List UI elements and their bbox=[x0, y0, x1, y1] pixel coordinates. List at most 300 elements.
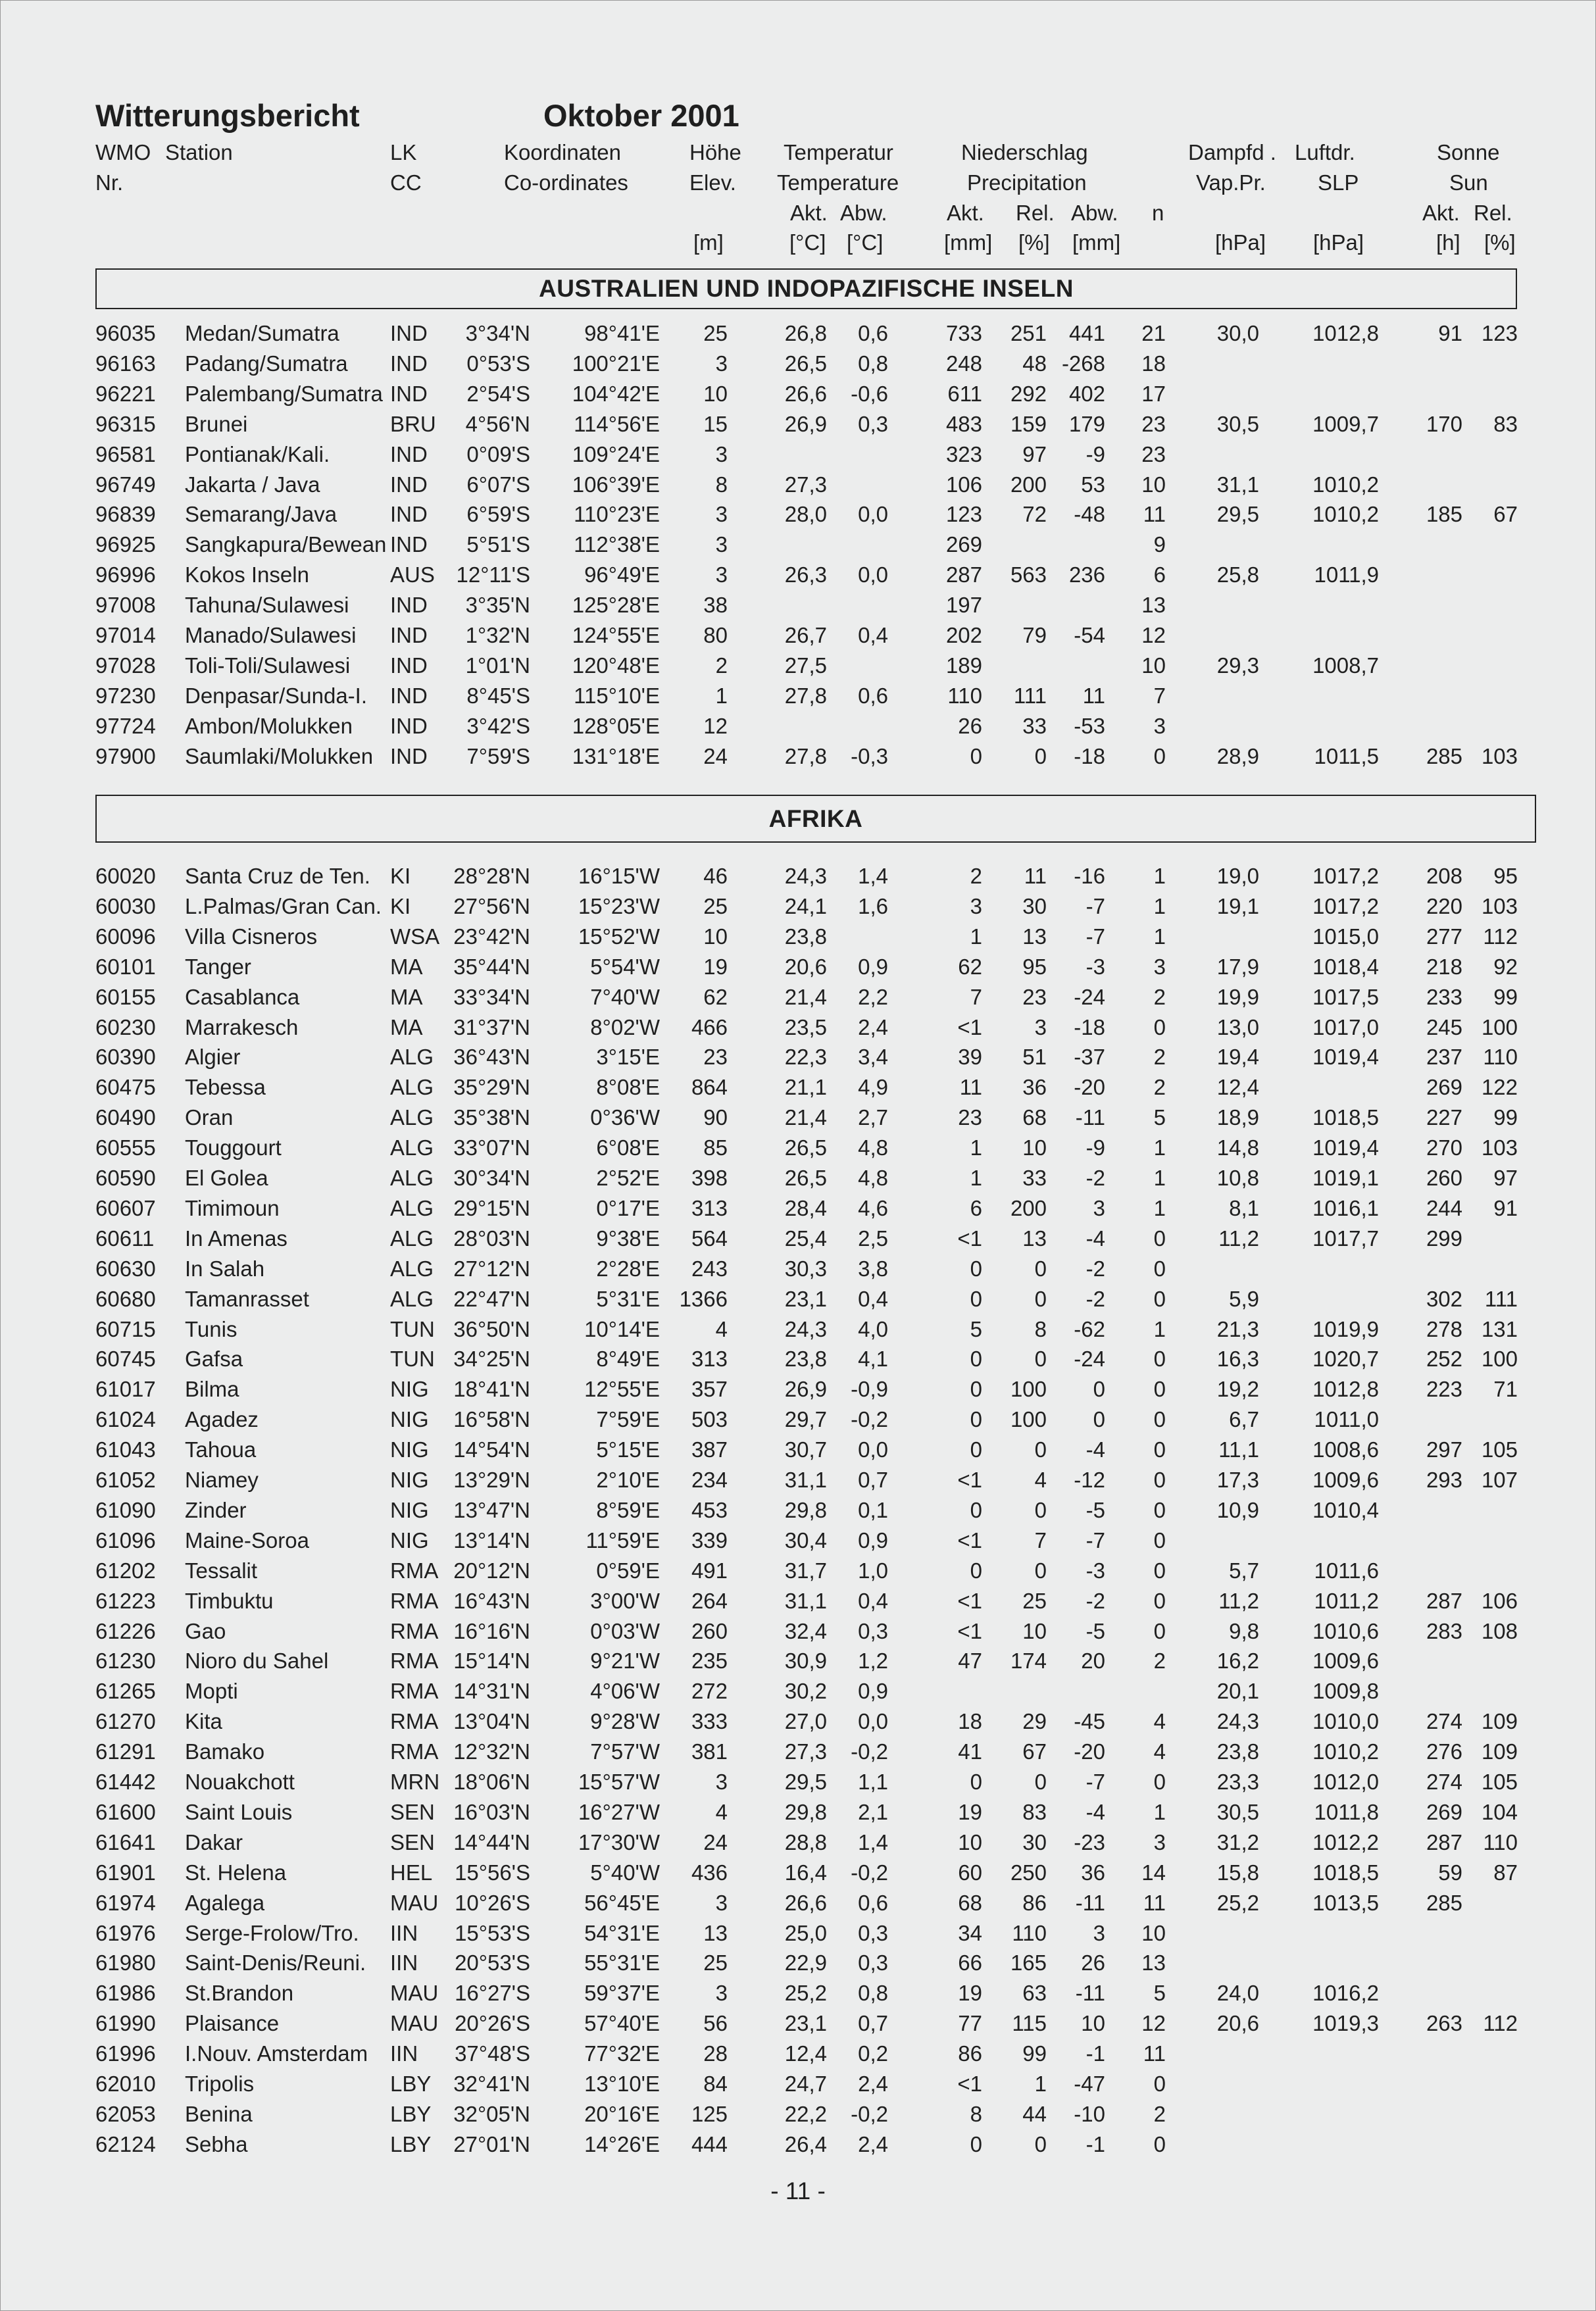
cell-slp: 1017,0 bbox=[1312, 1014, 1379, 1039]
cell-sun-rel: 110 bbox=[1483, 1829, 1518, 1854]
cell-precip-dev: -24 bbox=[1074, 984, 1105, 1009]
section-title-australien: AUSTRALIEN UND INDOPAZIFISCHE INSELN bbox=[95, 268, 1517, 309]
cell-rain-days: 0 bbox=[1153, 1014, 1166, 1039]
cell-lon: 8°08'E bbox=[596, 1075, 660, 1100]
cell-elev: 1 bbox=[715, 683, 728, 708]
cell-precip-dev: 11 bbox=[1082, 683, 1105, 708]
cell-temp: 26,7 bbox=[784, 623, 827, 647]
cell-slp: 1010,0 bbox=[1312, 1709, 1379, 1734]
cell-rain-days: 10 bbox=[1141, 1920, 1166, 1945]
table-row bbox=[0, 564, 1596, 594]
cell-sun-rel: 112 bbox=[1483, 2011, 1518, 2036]
cell-vap-pr: 5,9 bbox=[1229, 1286, 1259, 1311]
cell-precip: 60 bbox=[958, 1860, 982, 1885]
header-label: Co-ordinates bbox=[504, 170, 628, 195]
cell-temp-dev: 1,2 bbox=[858, 1649, 888, 1674]
table-row bbox=[0, 534, 1596, 564]
table-row bbox=[0, 1922, 1596, 1952]
table-row bbox=[0, 1137, 1596, 1167]
cell-lat: 0°53'S bbox=[466, 351, 530, 376]
cell-temp: 21,4 bbox=[784, 1105, 827, 1130]
cell-temp: 26,6 bbox=[784, 1890, 827, 1915]
cell-temp: 25,4 bbox=[784, 1226, 827, 1251]
cell-lat: 13°04'N bbox=[453, 1709, 530, 1734]
cell-slp: 1013,5 bbox=[1312, 1890, 1379, 1915]
cell-elev: 234 bbox=[691, 1468, 728, 1492]
cell-vap-pr: 15,8 bbox=[1216, 1860, 1259, 1885]
cell-slp: 1017,2 bbox=[1312, 864, 1379, 888]
cell-country: RMA bbox=[390, 1709, 439, 1734]
cell-slp: 1019,9 bbox=[1312, 1316, 1379, 1341]
cell-temp-dev: 3,8 bbox=[858, 1256, 888, 1281]
cell-precip-rel: 100 bbox=[1010, 1377, 1047, 1402]
cell-vap-pr: 5,7 bbox=[1229, 1558, 1259, 1583]
cell-lon: 2°10'E bbox=[596, 1468, 660, 1492]
cell-wmo: 60101 bbox=[95, 954, 156, 979]
cell-lat: 33°07'N bbox=[453, 1135, 530, 1160]
cell-sun: 208 bbox=[1426, 864, 1462, 888]
header-label: SLP bbox=[1318, 170, 1359, 195]
cell-temp-dev: 0,7 bbox=[858, 1468, 888, 1492]
cell-wmo: 60155 bbox=[95, 984, 156, 1009]
cell-lon: 3°15'E bbox=[596, 1045, 660, 1070]
cell-vap-pr: 19,0 bbox=[1216, 864, 1259, 888]
cell-station: Tamanrasset bbox=[185, 1286, 309, 1311]
cell-sun-rel: 100 bbox=[1481, 1014, 1518, 1039]
cell-temp-dev: 1,4 bbox=[858, 1829, 888, 1854]
cell-rain-days: 2 bbox=[1153, 2101, 1166, 2126]
cell-station: Niamey bbox=[185, 1468, 259, 1492]
cell-precip-dev: -20 bbox=[1074, 1075, 1105, 1100]
cell-wmo: 60030 bbox=[95, 893, 156, 918]
cell-vap-pr: 30,0 bbox=[1216, 321, 1259, 345]
header-label: Precipitation bbox=[967, 170, 1087, 195]
cell-elev: 313 bbox=[691, 1195, 728, 1220]
cell-lon: 114°56'E bbox=[574, 411, 660, 436]
cell-lat: 29°15'N bbox=[453, 1195, 530, 1220]
cell-precip-rel: 200 bbox=[1010, 472, 1047, 497]
cell-country: AUS bbox=[390, 562, 435, 587]
cell-station: Sangkapura/Bewean bbox=[185, 532, 387, 557]
cell-wmo: 60096 bbox=[95, 924, 156, 949]
table-row bbox=[0, 383, 1596, 413]
cell-elev: 3 bbox=[715, 502, 728, 527]
cell-vap-pr: 21,3 bbox=[1216, 1316, 1259, 1341]
cell-rain-days: 0 bbox=[1153, 1226, 1166, 1251]
cell-lon: 0°17'E bbox=[596, 1195, 660, 1220]
cell-temp: 25,2 bbox=[784, 1981, 827, 2006]
cell-lon: 110°23'E bbox=[574, 502, 660, 527]
cell-station: Palembang/Sumatra bbox=[185, 381, 383, 406]
cell-wmo: 60555 bbox=[95, 1135, 156, 1160]
cell-country: MA bbox=[390, 1014, 423, 1039]
cell-precip-rel: 36 bbox=[1022, 1075, 1047, 1100]
cell-sun: 170 bbox=[1426, 411, 1462, 436]
cell-country: LBY bbox=[390, 2072, 432, 2096]
cell-precip: 0 bbox=[970, 1407, 982, 1432]
cell-wmo: 60630 bbox=[95, 1256, 156, 1281]
cell-precip-dev: 179 bbox=[1068, 411, 1105, 436]
table-row bbox=[0, 1197, 1596, 1228]
cell-sun-rel: 109 bbox=[1481, 1709, 1518, 1734]
cell-rain-days: 18 bbox=[1141, 351, 1166, 376]
cell-temp-dev: 0,0 bbox=[858, 502, 888, 527]
cell-lat: 32°05'N bbox=[453, 2101, 530, 2126]
cell-precip-dev: -4 bbox=[1085, 1226, 1105, 1251]
cell-country: ALG bbox=[390, 1166, 434, 1190]
cell-country: LBY bbox=[390, 2131, 432, 2156]
cell-wmo: 60745 bbox=[95, 1347, 156, 1372]
header-label: Akt. bbox=[790, 201, 828, 225]
cell-precip: <1 bbox=[957, 1618, 982, 1643]
cell-rain-days: 1 bbox=[1153, 1316, 1166, 1341]
cell-country: ALG bbox=[390, 1286, 434, 1311]
cell-precip-dev: -24 bbox=[1074, 1347, 1105, 1372]
cell-precip-rel: 3 bbox=[1034, 1014, 1047, 1039]
cell-precip: 8 bbox=[970, 2101, 982, 2126]
cell-rain-days: 4 bbox=[1153, 1709, 1166, 1734]
cell-slp: 1012,2 bbox=[1312, 1829, 1379, 1854]
cell-lat: 4°56'N bbox=[465, 411, 530, 436]
cell-wmo: 97230 bbox=[95, 683, 156, 708]
cell-elev: 453 bbox=[691, 1497, 728, 1522]
cell-rain-days: 1 bbox=[1153, 864, 1166, 888]
cell-country: RMA bbox=[390, 1679, 439, 1704]
cell-precip-dev: -3 bbox=[1085, 1558, 1105, 1583]
cell-country: NIG bbox=[390, 1377, 429, 1402]
cell-country: NIG bbox=[390, 1407, 429, 1432]
cell-precip-dev: -1 bbox=[1085, 2131, 1105, 2156]
cell-temp-dev: 2,2 bbox=[858, 984, 888, 1009]
cell-temp-dev: 0,9 bbox=[858, 1679, 888, 1704]
cell-lat: 36°43'N bbox=[453, 1045, 530, 1070]
cell-temp: 27,8 bbox=[784, 743, 827, 768]
table-row bbox=[0, 322, 1596, 353]
cell-sun-rel: 95 bbox=[1493, 864, 1518, 888]
cell-lat: 37°48'S bbox=[455, 2041, 530, 2066]
cell-precip: 5 bbox=[970, 1316, 982, 1341]
cell-rain-days: 23 bbox=[1141, 441, 1166, 466]
cell-country: KI bbox=[390, 864, 411, 888]
cell-lat: 20°12'N bbox=[453, 1558, 530, 1583]
cell-slp: 1011,2 bbox=[1314, 1588, 1379, 1613]
cell-lon: 55°31'E bbox=[584, 1951, 660, 1976]
cell-elev: 13 bbox=[703, 1920, 728, 1945]
cell-sun: 299 bbox=[1426, 1226, 1462, 1251]
cell-temp: 31,1 bbox=[784, 1468, 827, 1492]
cell-precip-rel: 251 bbox=[1010, 321, 1047, 345]
cell-lat: 14°31'N bbox=[453, 1679, 530, 1704]
header-label: Abw. bbox=[1071, 201, 1118, 225]
cell-temp-dev: 4,8 bbox=[858, 1166, 888, 1190]
cell-precip-rel: 33 bbox=[1022, 713, 1047, 738]
cell-station: Ambon/Molukken bbox=[185, 713, 353, 738]
cell-country: ALG bbox=[390, 1195, 434, 1220]
cell-elev: 84 bbox=[703, 2072, 728, 2096]
cell-elev: 333 bbox=[691, 1709, 728, 1734]
cell-country: NIG bbox=[390, 1468, 429, 1492]
cell-lat: 36°50'N bbox=[453, 1316, 530, 1341]
cell-lon: 7°59'E bbox=[596, 1407, 660, 1432]
cell-precip-dev: -1 bbox=[1085, 2041, 1105, 2066]
cell-sun-rel: 99 bbox=[1493, 1105, 1518, 1130]
cell-station: Mopti bbox=[185, 1679, 238, 1704]
cell-elev: 24 bbox=[703, 743, 728, 768]
cell-country: RMA bbox=[390, 1649, 439, 1674]
cell-station: Timimoun bbox=[185, 1195, 280, 1220]
cell-station: Gao bbox=[185, 1618, 226, 1643]
cell-sun-rel: 111 bbox=[1484, 1286, 1518, 1311]
cell-temp-dev: 1,6 bbox=[858, 893, 888, 918]
cell-precip: 19 bbox=[958, 1981, 982, 2006]
cell-slp: 1016,2 bbox=[1312, 1981, 1379, 2006]
header-label: CC bbox=[390, 170, 422, 195]
cell-temp-dev: 4,1 bbox=[858, 1347, 888, 1372]
cell-country: IND bbox=[390, 593, 428, 618]
cell-temp: 27,3 bbox=[784, 1739, 827, 1764]
cell-sun: 274 bbox=[1426, 1709, 1462, 1734]
cell-precip: 19 bbox=[958, 1799, 982, 1824]
header-label: WMO bbox=[95, 140, 151, 164]
cell-precip: 26 bbox=[958, 713, 982, 738]
cell-station: Brunei bbox=[185, 411, 248, 436]
table-row bbox=[0, 2043, 1596, 2073]
cell-elev: 10 bbox=[703, 924, 728, 949]
cell-elev: 1366 bbox=[679, 1286, 728, 1311]
cell-station: Kita bbox=[185, 1709, 222, 1734]
cell-temp: 26,3 bbox=[784, 562, 827, 587]
cell-elev: 3 bbox=[715, 1981, 728, 2006]
cell-elev: 25 bbox=[703, 1951, 728, 1976]
cell-temp-dev: -0,2 bbox=[851, 1407, 888, 1432]
cell-country: NIG bbox=[390, 1497, 429, 1522]
cell-slp: 1016,1 bbox=[1312, 1195, 1379, 1220]
cell-temp-dev: 0,9 bbox=[858, 954, 888, 979]
cell-country: IND bbox=[390, 321, 428, 345]
cell-precip-dev: -9 bbox=[1085, 441, 1105, 466]
cell-temp: 30,3 bbox=[784, 1256, 827, 1281]
cell-precip-dev: -11 bbox=[1075, 1981, 1105, 2006]
cell-lon: 16°27'W bbox=[578, 1799, 660, 1824]
cell-rain-days: 1 bbox=[1153, 924, 1166, 949]
cell-sun-rel: 109 bbox=[1481, 1739, 1518, 1764]
cell-elev: 90 bbox=[703, 1105, 728, 1130]
cell-wmo: 61052 bbox=[95, 1468, 156, 1492]
cell-elev: 24 bbox=[703, 1829, 728, 1854]
cell-precip-rel: 7 bbox=[1034, 1528, 1047, 1553]
cell-lat: 13°14'N bbox=[453, 1528, 530, 1553]
cell-slp: 1009,6 bbox=[1312, 1649, 1379, 1674]
cell-temp-dev: 0,0 bbox=[858, 1437, 888, 1462]
table-row bbox=[0, 1801, 1596, 1831]
cell-station: Sebha bbox=[185, 2131, 248, 2156]
cell-elev: 46 bbox=[703, 864, 728, 888]
cell-lat: 0°09'S bbox=[466, 441, 530, 466]
cell-sun-rel: 103 bbox=[1481, 1135, 1518, 1160]
cell-station: Santa Cruz de Ten. bbox=[185, 864, 370, 888]
table-row bbox=[0, 1288, 1596, 1318]
cell-lon: 5°31'E bbox=[596, 1286, 660, 1311]
cell-station: Dakar bbox=[185, 1829, 243, 1854]
cell-elev: 125 bbox=[691, 2101, 728, 2126]
cell-station: Tahuna/Sulawesi bbox=[185, 593, 349, 618]
cell-lat: 16°16'N bbox=[453, 1618, 530, 1643]
cell-precip-rel: 250 bbox=[1010, 1860, 1047, 1885]
cell-lat: 35°29'N bbox=[453, 1075, 530, 1100]
cell-lon: 54°31'E bbox=[584, 1920, 660, 1945]
cell-slp: 1018,4 bbox=[1312, 954, 1379, 979]
cell-rain-days: 1 bbox=[1153, 1166, 1166, 1190]
cell-station: Tahoua bbox=[185, 1437, 257, 1462]
cell-lat: 7°59'S bbox=[466, 743, 530, 768]
cell-elev: 10 bbox=[703, 381, 728, 406]
cell-precip: 11 bbox=[959, 1075, 982, 1100]
cell-lat: 2°54'S bbox=[466, 381, 530, 406]
cell-slp: 1011,8 bbox=[1314, 1799, 1379, 1824]
cell-temp-dev: 0,4 bbox=[858, 1588, 888, 1613]
cell-temp: 29,5 bbox=[784, 1770, 827, 1794]
cell-rain-days: 2 bbox=[1153, 984, 1166, 1009]
cell-precip: 611 bbox=[947, 381, 982, 406]
cell-wmo: 60390 bbox=[95, 1045, 156, 1070]
cell-temp-dev: -0,2 bbox=[851, 1739, 888, 1764]
table-row bbox=[0, 715, 1596, 745]
cell-sun: 252 bbox=[1426, 1347, 1462, 1372]
cell-sun-rel: 107 bbox=[1481, 1468, 1518, 1492]
cell-sun-rel: 92 bbox=[1493, 954, 1518, 979]
cell-country: IND bbox=[390, 743, 428, 768]
cell-precip-rel: 4 bbox=[1034, 1468, 1047, 1492]
cell-slp: 1010,2 bbox=[1312, 1739, 1379, 1764]
table-row bbox=[0, 1106, 1596, 1137]
cell-vap-pr: 24,3 bbox=[1216, 1709, 1259, 1734]
cell-elev: 466 bbox=[691, 1014, 728, 1039]
cell-lat: 15°53'S bbox=[455, 1920, 530, 1945]
table-row bbox=[0, 1318, 1596, 1349]
cell-sun: 297 bbox=[1426, 1437, 1462, 1462]
cell-rain-days: 5 bbox=[1153, 1105, 1166, 1130]
cell-elev: 564 bbox=[691, 1226, 728, 1251]
cell-temp: 30,9 bbox=[784, 1649, 827, 1674]
cell-precip: 1 bbox=[970, 1166, 982, 1190]
cell-lon: 20°16'E bbox=[584, 2101, 660, 2126]
cell-temp-dev: 0,3 bbox=[858, 1618, 888, 1643]
cell-wmo: 97724 bbox=[95, 713, 156, 738]
cell-precip-rel: 0 bbox=[1034, 1558, 1047, 1583]
cell-wmo: 96221 bbox=[95, 381, 156, 406]
cell-country: RMA bbox=[390, 1588, 439, 1613]
cell-precip-rel: 30 bbox=[1022, 893, 1047, 918]
cell-station: Bamako bbox=[185, 1739, 265, 1764]
cell-station: Denpasar/Sunda-I. bbox=[185, 683, 368, 708]
cell-elev: 357 bbox=[691, 1377, 728, 1402]
cell-station: Agalega bbox=[185, 1890, 265, 1915]
table-row bbox=[0, 353, 1596, 383]
cell-precip-rel: 8 bbox=[1034, 1316, 1047, 1341]
cell-slp: 1010,4 bbox=[1312, 1497, 1379, 1522]
cell-slp: 1010,6 bbox=[1312, 1618, 1379, 1643]
cell-lat: 27°56'N bbox=[453, 893, 530, 918]
cell-temp-dev: 1,1 bbox=[858, 1770, 888, 1794]
cell-sun: 59 bbox=[1438, 1860, 1462, 1885]
cell-country: TUN bbox=[390, 1316, 435, 1341]
cell-precip: 123 bbox=[945, 502, 982, 527]
cell-wmo: 96839 bbox=[95, 502, 156, 527]
header-label: [°C] bbox=[847, 230, 884, 255]
header-label: Vap.Pr. bbox=[1196, 170, 1266, 195]
cell-temp: 22,2 bbox=[784, 2101, 827, 2126]
cell-temp-dev: 4,0 bbox=[858, 1316, 888, 1341]
cell-elev: 3 bbox=[715, 1890, 728, 1915]
cell-lat: 6°59'S bbox=[466, 502, 530, 527]
cell-temp: 29,8 bbox=[784, 1497, 827, 1522]
cell-lon: 115°10'E bbox=[574, 683, 660, 708]
cell-precip-dev: -45 bbox=[1074, 1709, 1105, 1734]
table-row bbox=[0, 1167, 1596, 1197]
cell-sun: 270 bbox=[1426, 1135, 1462, 1160]
cell-precip-rel: 0 bbox=[1034, 1497, 1047, 1522]
cell-rain-days: 0 bbox=[1153, 1256, 1166, 1281]
cell-vap-pr: 14,8 bbox=[1216, 1135, 1259, 1160]
cell-temp-dev: 4,6 bbox=[858, 1195, 888, 1220]
cell-rain-days: 11 bbox=[1143, 1890, 1166, 1915]
cell-precip-rel: 174 bbox=[1010, 1649, 1047, 1674]
cell-precip-rel: 44 bbox=[1022, 2101, 1047, 2126]
cell-precip-rel: 10 bbox=[1022, 1618, 1047, 1643]
cell-country: ALG bbox=[390, 1256, 434, 1281]
cell-lat: 5°51'S bbox=[466, 532, 530, 557]
cell-lat: 34°25'N bbox=[453, 1347, 530, 1372]
cell-temp: 21,1 bbox=[784, 1075, 827, 1100]
table-row bbox=[0, 1408, 1596, 1439]
cell-sun-rel: 97 bbox=[1493, 1166, 1518, 1190]
cell-precip-dev: -9 bbox=[1085, 1135, 1105, 1160]
cell-rain-days: 23 bbox=[1141, 411, 1166, 436]
cell-temp: 28,8 bbox=[784, 1829, 827, 1854]
cell-precip-rel: 10 bbox=[1022, 1135, 1047, 1160]
cell-country: RMA bbox=[390, 1618, 439, 1643]
cell-elev: 436 bbox=[691, 1860, 728, 1885]
cell-precip-dev: -54 bbox=[1074, 623, 1105, 647]
cell-precip: 6 bbox=[970, 1195, 982, 1220]
cell-precip: 2 bbox=[970, 864, 982, 888]
cell-elev: 3 bbox=[715, 1770, 728, 1794]
cell-lon: 128°05'E bbox=[572, 713, 660, 738]
cell-lon: 8°59'E bbox=[596, 1497, 660, 1522]
cell-precip-dev: -2 bbox=[1085, 1286, 1105, 1311]
cell-rain-days: 14 bbox=[1141, 1860, 1166, 1885]
cell-lon: 4°06'W bbox=[590, 1679, 660, 1704]
cell-wmo: 96315 bbox=[95, 411, 156, 436]
cell-precip-rel: 0 bbox=[1034, 1256, 1047, 1281]
header-label: Luftdr. bbox=[1295, 140, 1355, 164]
cell-lat: 35°38'N bbox=[453, 1105, 530, 1130]
cell-lon: 0°36'W bbox=[590, 1105, 660, 1130]
cell-elev: 491 bbox=[691, 1558, 728, 1583]
cell-temp: 24,1 bbox=[784, 893, 827, 918]
section-title-afrika: AFRIKA bbox=[95, 795, 1536, 843]
cell-precip-dev: -16 bbox=[1074, 864, 1105, 888]
table-row bbox=[0, 1378, 1596, 1408]
header-label: Rel. bbox=[1016, 201, 1055, 225]
cell-lon: 98°41'E bbox=[584, 321, 660, 345]
cell-station: Agadez bbox=[185, 1407, 259, 1432]
cell-elev: 25 bbox=[703, 321, 728, 345]
cell-sun-rel: 105 bbox=[1481, 1770, 1518, 1794]
table-row bbox=[0, 1831, 1596, 1862]
cell-station: Jakarta / Java bbox=[185, 472, 320, 497]
cell-temp-dev: 0,9 bbox=[858, 1528, 888, 1553]
